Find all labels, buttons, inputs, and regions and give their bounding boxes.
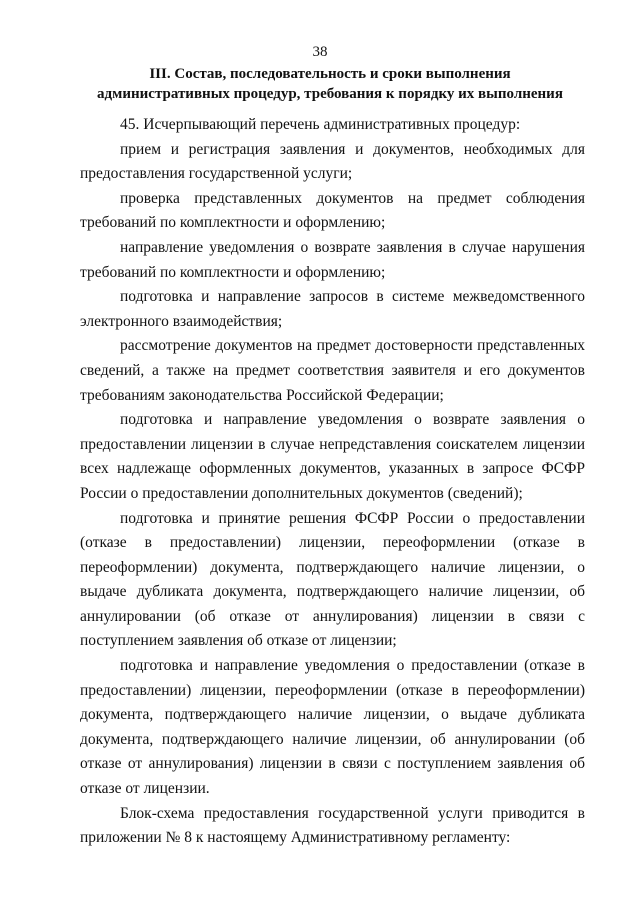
paragraph-item-license-return-notice: подготовка и направление уведомления о возврате заявления о предоставлении лицензии в случае непредставления соискателем лицензии всех надлежаще оформленных документов, указанных в запросе ФСФР России о предоставлении дополнительных документов (сведений);: [80, 411, 585, 502]
paragraph-procedures-intro: 45. Исчерпывающий перечень административных процедур:: [120, 116, 521, 133]
page-number: 38: [312, 44, 328, 60]
section-heading-line-2: административных процедур, требования к порядку их выполнения: [97, 86, 563, 102]
paragraph-item-interagency-requests: подготовка и направление запросов в системе межведомственного электронного взаимодействия;: [80, 288, 585, 330]
paragraph-item-verification: проверка представленных документов на предмет соблюдения требований по комплектности и оформлению;: [80, 189, 585, 232]
section-heading: [80, 64, 580, 104]
paragraph-item-document-review: рассмотрение документов на предмет достоверности представленных сведений, а также на предмет соответствия заявителя и его документов требованиям законодательства Российской Федерации;: [80, 337, 585, 404]
paragraph-item-decision: подготовка и принятие решения ФСФР России о предоставлении (отказе в предоставлении) лицензии, переоформлении (отказе в переоформлении) документа, подтверждающего наличие лицензии, о выдаче дубликата документа, подтверждающего наличие лицензии, об аннулировании (об отказе от аннулирования) лицензии в связи с поступлением заявления об отказе от лицензии;: [80, 509, 585, 650]
paragraph-item-return-notice: направление уведомления о возврате заявления в случае нарушения требований по комплектности и оформлению;: [80, 238, 585, 281]
section-heading-line-1: III. Состав, последовательность и сроки выполнения: [149, 66, 511, 82]
body-text: [80, 113, 585, 851]
paragraph-item-reception: прием и регистрация заявления и документов, необходимых для предоставления государственной услуги;: [80, 140, 585, 183]
paragraph-flowchart-reference: Блок-схема предоставления государственной услуги приводится в приложении № 8 к настоящему Административному регламенту:: [80, 804, 585, 847]
paragraph-item-decision-notice: подготовка и направление уведомления о предоставлении (отказе в предоставлении) лицензии, переоформлении (отказе в переоформлении) документа, подтверждающего наличие лицензии, о выдаче дубликата документа, подтверждающего наличие лицензии, об аннулировании (об отказе от аннулирования) лицензии в связи с поступлением заявления об отказе от лицензии.: [80, 657, 585, 798]
